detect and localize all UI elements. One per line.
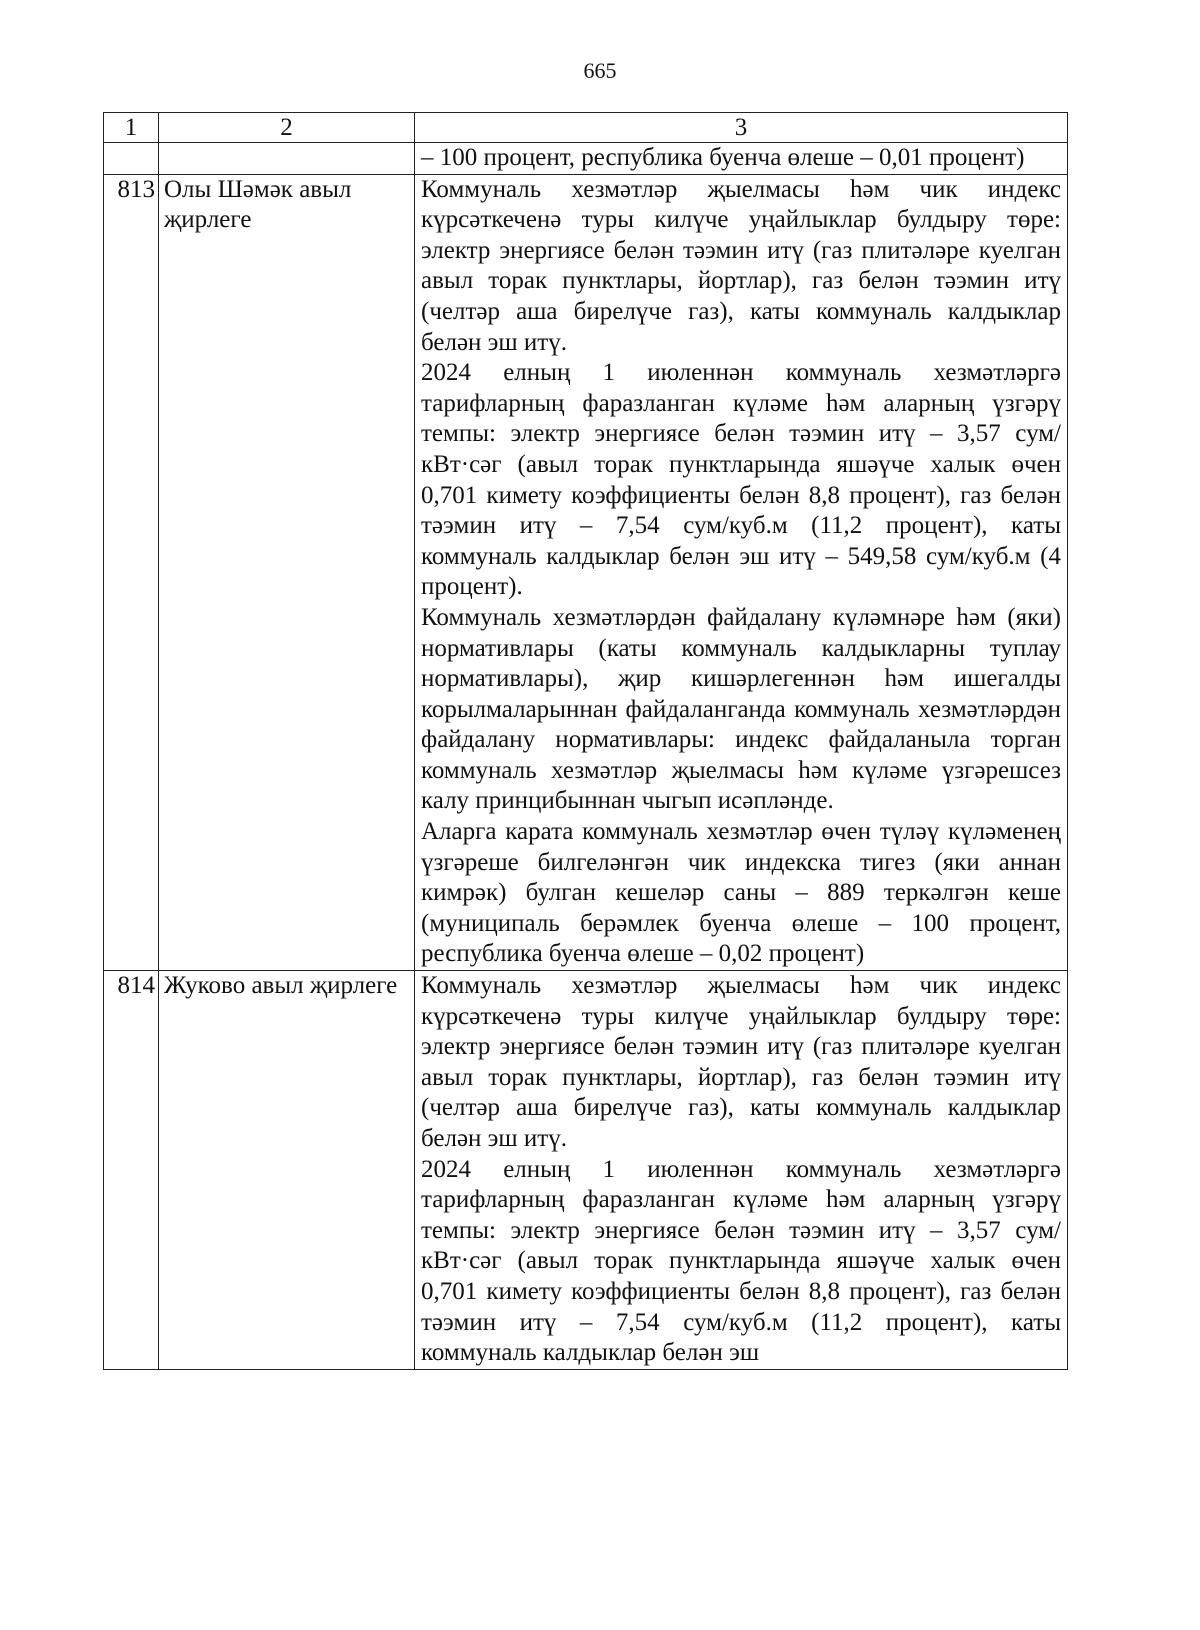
description-paragraph: 2024 елның 1 июленнән коммуналь хезмәтләргә тарифларның фаразланган күләме һәм аларның үзгәрү темпы: электр энергиясе белән тәэмин итү – 3,57 сум/кВт·сәг (авыл торак пунктларында яшәүче халык өчен 0,701 кимету коэффициенты белән 8,8 процент), газ белән тәэмин итү – 7,54 сум/куб.м (11,2 процент), каты коммуналь калдыклар белән эш итү – 549,58 сум/куб.м (4 процент). — [421, 359, 1061, 601]
table-row — [104, 174, 1068, 970]
description-paragraph: 2024 елның 1 июленнән коммуналь хезмәтләргә тарифларның фаразланган күләме һәм аларның үзгәрү темпы: электр энергиясе белән тәэмин итү – 3,57 сум/кВт·сәг (авыл торак пунктларында яшәүче халык өчен 0,701 кимету коэффициенты белән 8,8 процент), газ белән тәэмин итү – 7,54 сум/куб.м (11,2 процент), каты коммуналь калдыклар белән эш — [421, 1155, 1061, 1367]
row-number — [104, 143, 159, 175]
header-cell-2: 2 — [159, 113, 415, 143]
settlement-name: Олы Шәмәк авыл җирлеге — [159, 174, 415, 970]
header-cell-3: 3 — [415, 113, 1068, 143]
description-paragraph: Коммуналь хезмәтләрдән файдалану күләмнәре һәм (яки) нормативлары (каты коммуналь калдыкларны туплау нормативлары), җир кишәрлегеннән һәм ишегалды корылмаларыннан файдаланганда коммуналь хезмәтләрдән файдалану нормативлары: индекс файдаланыла торган коммуналь хезмәтләр җыелмасы һәм күләме үзгәрешсез калу принцибыннан чыгып исәпләнде. — [421, 603, 1061, 815]
description-paragraph: Аларга карата коммуналь хезмәтләр өчен түләү күләменең үзгәреше билгеләнгән чик индекска тигез (яки аннан кимрәк) булган кешеләр саны – 889 теркәлгән кеше (муниципаль берәмлек буенча өлеше – 100 процент, республика буенча өлеше – 0,02 процент) — [421, 818, 1061, 968]
table-row — [104, 971, 1068, 1370]
table-header-row — [104, 113, 1068, 143]
row-number: 813 — [104, 174, 159, 970]
settlement-name — [159, 143, 415, 175]
page-number: 665 — [583, 58, 617, 83]
description-paragraph: Коммуналь хезмәтләр җыелмасы һәм чик индекс күрсәткеченә туры килүче уңайлыклар булдыру төре: электр энергиясе белән тәэмин итү (газ плитәләре куелган авыл торак пунктлары, йортлар), газ белән тәэмин итү (челтәр аша бирелүче газ), каты коммуналь калдыклар белән эш итү. — [421, 972, 1061, 1152]
header-cell-1: 1 — [104, 113, 159, 143]
description-paragraph: Коммуналь хезмәтләр җыелмасы һәм чик индекс күрсәткеченә туры килүче уңайлыклар булдыру төре: электр энергиясе белән тәэмин итү (газ плитәләре куелган авыл торак пунктлары, йортлар), газ белән тәэмин итү (челтәр аша бирелүче газ), каты коммуналь калдыклар белән эш итү. — [421, 175, 1061, 356]
row-number: 814 — [104, 971, 159, 1370]
description-paragraph: – 100 процент, республика буенча өлеше – 0,01 процент) — [421, 144, 1025, 171]
table-row — [104, 143, 1068, 175]
row-description — [415, 174, 1068, 970]
row-description — [415, 971, 1068, 1370]
document-table — [103, 112, 1068, 1370]
row-description — [415, 143, 1068, 175]
settlement-name: Жуково авыл җирлеге — [159, 971, 415, 1370]
